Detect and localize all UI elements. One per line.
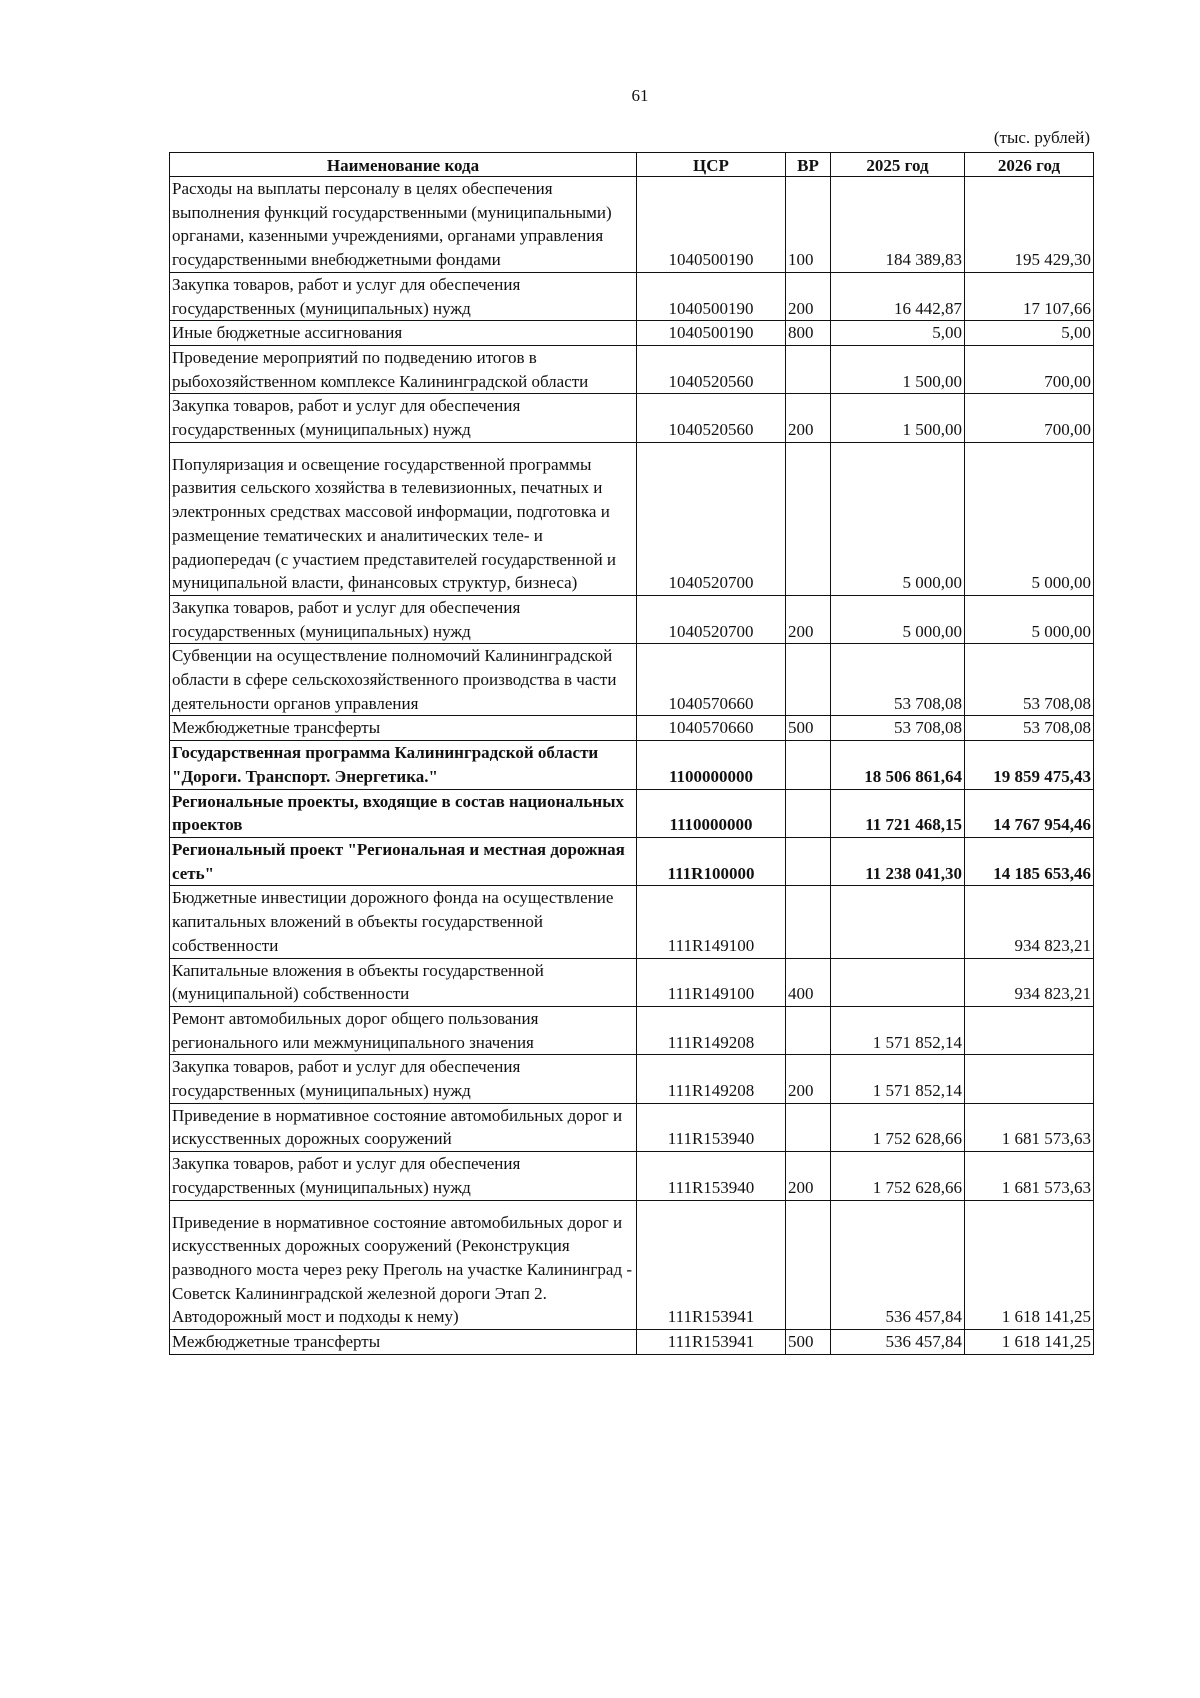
cell-2025: 1 571 852,14	[831, 1006, 965, 1054]
cell-csr: 1040520700	[637, 442, 786, 595]
cell-csr: 111R153940	[637, 1103, 786, 1151]
cell-csr: 111R149208	[637, 1006, 786, 1054]
header-vr: ВР	[786, 153, 831, 177]
cell-2025: 18 506 861,64	[831, 741, 965, 789]
cell-name: Закупка товаров, работ и услуг для обеспечения государственных (муниципальных) нужд	[170, 1152, 637, 1200]
cell-csr: 1100000000	[637, 741, 786, 789]
cell-2025: 1 571 852,14	[831, 1055, 965, 1103]
cell-name: Популяризация и освещение государственной программы развития сельского хозяйства в телевизионных, печатных и электронных средствах массовой информации, подготовка и размещение тематических и аналитических теле- и радиопередач (с участием представителей государственной и муниципальной власти, финансовых структур, бизнеса)	[170, 442, 637, 595]
table-row	[170, 1200, 1094, 1330]
cell-2026: 53 708,08	[965, 644, 1094, 716]
cell-name: Межбюджетные трансферты	[170, 716, 637, 741]
cell-vr	[786, 1006, 831, 1054]
cell-name: Проведение мероприятий по подведению итогов в рыбохозяйственном комплексе Калининградской области	[170, 345, 637, 393]
cell-csr: 111R153941	[637, 1200, 786, 1330]
cell-2026: 1 618 141,25	[965, 1330, 1094, 1355]
cell-2025: 5 000,00	[831, 442, 965, 595]
cell-vr: 100	[786, 177, 831, 273]
cell-2025: 1 752 628,66	[831, 1152, 965, 1200]
table-row	[170, 837, 1094, 885]
table-row	[170, 442, 1094, 595]
cell-name: Субвенции на осуществление полномочий Калининградской области в сфере сельскохозяйственного производства в части деятельности органов управления	[170, 644, 637, 716]
cell-vr: 200	[786, 1055, 831, 1103]
header-2026: 2026 год	[965, 153, 1094, 177]
cell-name: Региональные проекты, входящие в состав национальных проектов	[170, 789, 637, 837]
cell-2026: 14 767 954,46	[965, 789, 1094, 837]
table-row	[170, 716, 1094, 741]
cell-csr: 1040520700	[637, 595, 786, 643]
cell-2026: 700,00	[965, 345, 1094, 393]
table-row	[170, 321, 1094, 346]
cell-name: Межбюджетные трансферты	[170, 1330, 637, 1355]
table-header-row	[170, 153, 1094, 177]
cell-csr: 1040520560	[637, 345, 786, 393]
table-body	[170, 177, 1094, 1355]
cell-2025: 1 500,00	[831, 394, 965, 442]
cell-vr: 200	[786, 272, 831, 320]
cell-csr: 1040500190	[637, 177, 786, 273]
table-row	[170, 886, 1094, 958]
cell-2025: 536 457,84	[831, 1330, 965, 1355]
cell-2026: 17 107,66	[965, 272, 1094, 320]
cell-2025	[831, 886, 965, 958]
table-row	[170, 789, 1094, 837]
cell-2026: 934 823,21	[965, 886, 1094, 958]
page-number: 61	[631, 86, 649, 105]
cell-csr: 1040500190	[637, 272, 786, 320]
cell-2025	[831, 958, 965, 1006]
cell-name: Ремонт автомобильных дорог общего пользования регионального или межмуниципального значения	[170, 1006, 637, 1054]
table-row	[170, 958, 1094, 1006]
cell-2025: 11 238 041,30	[831, 837, 965, 885]
cell-name: Закупка товаров, работ и услуг для обеспечения государственных (муниципальных) нужд	[170, 1055, 637, 1103]
cell-csr: 111R149100	[637, 886, 786, 958]
cell-2025: 184 389,83	[831, 177, 965, 273]
cell-csr: 111R153940	[637, 1152, 786, 1200]
cell-vr	[786, 741, 831, 789]
cell-2025: 5,00	[831, 321, 965, 346]
cell-2026	[965, 1006, 1094, 1054]
cell-vr: 400	[786, 958, 831, 1006]
cell-csr: 1040500190	[637, 321, 786, 346]
cell-2025: 536 457,84	[831, 1200, 965, 1330]
header-csr: ЦСР	[637, 153, 786, 177]
cell-vr	[786, 1103, 831, 1151]
cell-2026: 1 618 141,25	[965, 1200, 1094, 1330]
cell-vr: 500	[786, 1330, 831, 1355]
cell-2026: 700,00	[965, 394, 1094, 442]
cell-vr	[786, 789, 831, 837]
cell-2025: 1 752 628,66	[831, 1103, 965, 1151]
cell-csr: 111R153941	[637, 1330, 786, 1355]
cell-vr	[786, 442, 831, 595]
cell-2026: 5 000,00	[965, 442, 1094, 595]
cell-vr	[786, 644, 831, 716]
cell-2026	[965, 1055, 1094, 1103]
cell-name: Приведение в нормативное состояние автомобильных дорог и искусственных дорожных сооружений (Реконструкция разводного моста через реку Преголь на участке Калининград - Советск Калининградской железной дороги Этап 2. Автодорожный мост и подходы к нему)	[170, 1200, 637, 1330]
cell-2026: 53 708,08	[965, 716, 1094, 741]
cell-name: Расходы на выплаты персоналу в целях обеспечения выполнения функций государственными (муниципальными) органами, казенными учреждениями, органами управления государственными внебюджетными фондами	[170, 177, 637, 273]
table-row	[170, 177, 1094, 273]
cell-csr: 1040570660	[637, 644, 786, 716]
cell-csr: 1110000000	[637, 789, 786, 837]
table-row	[170, 1055, 1094, 1103]
cell-name: Региональный проект "Региональная и местная дорожная сеть"	[170, 837, 637, 885]
table-row	[170, 1330, 1094, 1355]
cell-vr: 200	[786, 595, 831, 643]
table-row	[170, 1006, 1094, 1054]
table-row	[170, 644, 1094, 716]
table-row	[170, 1152, 1094, 1200]
cell-vr: 800	[786, 321, 831, 346]
cell-2025: 53 708,08	[831, 716, 965, 741]
table-row	[170, 741, 1094, 789]
cell-2026: 195 429,30	[965, 177, 1094, 273]
cell-csr: 111R100000	[637, 837, 786, 885]
cell-vr: 200	[786, 394, 831, 442]
cell-2025: 11 721 468,15	[831, 789, 965, 837]
cell-vr: 500	[786, 716, 831, 741]
cell-csr: 1040570660	[637, 716, 786, 741]
cell-2025: 5 000,00	[831, 595, 965, 643]
cell-vr	[786, 886, 831, 958]
table-row	[170, 345, 1094, 393]
cell-name: Бюджетные инвестиции дорожного фонда на осуществление капитальных вложений в объекты государственной собственности	[170, 886, 637, 958]
cell-name: Государственная программа Калининградской области "Дороги. Транспорт. Энергетика."	[170, 741, 637, 789]
header-name: Наименование кода	[170, 153, 637, 177]
cell-csr: 111R149208	[637, 1055, 786, 1103]
cell-2026: 19 859 475,43	[965, 741, 1094, 789]
cell-2025: 1 500,00	[831, 345, 965, 393]
cell-csr: 1040520560	[637, 394, 786, 442]
cell-2026: 1 681 573,63	[965, 1152, 1094, 1200]
cell-2026: 14 185 653,46	[965, 837, 1094, 885]
cell-vr: 200	[786, 1152, 831, 1200]
cell-name: Приведение в нормативное состояние автомобильных дорог и искусственных дорожных сооружений	[170, 1103, 637, 1151]
cell-vr	[786, 837, 831, 885]
cell-csr: 111R149100	[637, 958, 786, 1006]
table-row	[170, 394, 1094, 442]
cell-2026: 934 823,21	[965, 958, 1094, 1006]
cell-name: Закупка товаров, работ и услуг для обеспечения государственных (муниципальных) нужд	[170, 595, 637, 643]
units-label: (тыс. рублей)	[993, 128, 1090, 147]
cell-name: Закупка товаров, работ и услуг для обеспечения государственных (муниципальных) нужд	[170, 394, 637, 442]
cell-vr	[786, 1200, 831, 1330]
cell-2026: 5 000,00	[965, 595, 1094, 643]
cell-2026: 1 681 573,63	[965, 1103, 1094, 1151]
cell-2025: 53 708,08	[831, 644, 965, 716]
header-2025: 2025 год	[831, 153, 965, 177]
cell-vr	[786, 345, 831, 393]
budget-table	[169, 152, 1094, 1355]
cell-2026: 5,00	[965, 321, 1094, 346]
table-row	[170, 595, 1094, 643]
cell-2025: 16 442,87	[831, 272, 965, 320]
cell-name: Иные бюджетные ассигнования	[170, 321, 637, 346]
table-row	[170, 272, 1094, 320]
table-row	[170, 1103, 1094, 1151]
cell-name: Капитальные вложения в объекты государственной (муниципальной) собственности	[170, 958, 637, 1006]
cell-name: Закупка товаров, работ и услуг для обеспечения государственных (муниципальных) нужд	[170, 272, 637, 320]
